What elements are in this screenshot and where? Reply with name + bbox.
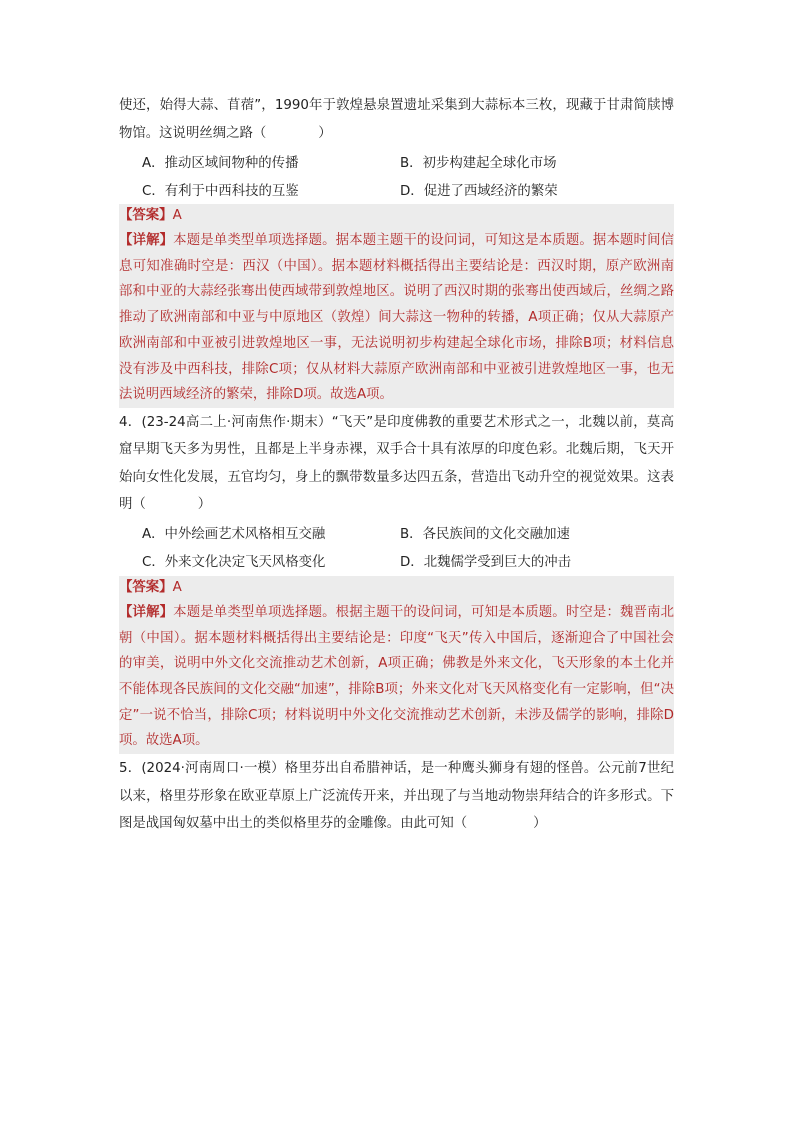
- q4-detail-tag: 【详解】: [119, 604, 174, 620]
- q3-stem-text: 使还，始得大蒜、苜蓿”，1990年于敦煌悬泉置遗址采集到大蒜标本三枚，现藏于甘肃简牍博物馆。这说明丝绸之路（: [119, 98, 674, 141]
- q4-option-c: C．外来文化决定飞天风格变化: [142, 555, 326, 571]
- q3-answer-block: [119, 204, 674, 408]
- q4-stem: [119, 409, 674, 519]
- q4-detail: [119, 600, 674, 754]
- page-content: [119, 92, 674, 838]
- q3-detail: [119, 228, 674, 408]
- q4-options: [119, 519, 674, 575]
- q5-stem-text: 5．(2024·河南周口·一模）格里芬出自希腊神话，是一种鹰头狮身有翅的怪兽。公元前7世纪以来，格里芬形象在欧亚草原上广泛流传开来，并出现了与当地动物崇拜结合的许多形式。下图是战国匈奴墓中出土的类似格里芬的金雕像。由此可知（: [119, 761, 674, 832]
- q4-option-d: D．北魏儒学受到巨大的冲击: [400, 555, 571, 571]
- q3-answer-tag: 【答案】: [119, 208, 173, 223]
- q4-stem-text: 4．(23-24高二上·河南焦作·期末）“飞天”是印度佛教的重要艺术形式之一，北魏以前，莫高窟早期飞天多为男性，且都是上半身赤裸，双手合十具有浓厚的印度色彩。北魏后期，飞天开始向女性化发展，五官均匀，身上的飘带数量多达四五条，营造出飞动升空的视觉效果。这表明（: [119, 414, 674, 513]
- q3-option-b: B．初步构建起全球化市场: [400, 155, 557, 171]
- q3-answer-value: A: [172, 208, 182, 223]
- q4-options-row-2: [119, 547, 674, 575]
- q4-options-row-1: [119, 519, 674, 547]
- q3-options-row-2: [119, 175, 674, 203]
- q3-stem-close: ）: [318, 125, 332, 141]
- q4-option-b: B．各民族间的文化交融加速: [400, 527, 570, 543]
- q3-detail-text: 本题是单类型单项选择题。据本题主题干的设问词，可知这是本质题。据本题时间信息可知准确时空是：西汉（中国）。据本题材料概括得出主要结论是：西汉时期，原产欧洲南部和中亚的大蒜经张骞出使西域带到敦煌地区。说明了西汉时期的张骞出使西域后，丝绸之路推动了欧洲南部和中亚与中原地区（敦煌）间大蒜这一物种的转播，A项正确；仅从大蒜原产欧洲南部和中亚被引进敦煌地区一事，无法说明初步构建起全球化市场，排除B项；材料信息没有涉及中西科技，排除C项；仅从材料大蒜原产欧洲南部和中亚被引进敦煌地区一事，也无法说明西域经济的繁荣，排除D项。故选A项。: [119, 233, 675, 403]
- q3-options-row-1: [119, 147, 674, 175]
- q3-option-c: C．有利于中西科技的互鉴: [142, 183, 299, 199]
- q3-option-a: A．推动区域间物种的传播: [142, 155, 299, 171]
- q4-answer-tag: 【答案】: [119, 579, 173, 595]
- q3-detail-tag: 【详解】: [119, 233, 174, 248]
- q3-answer: [119, 204, 674, 228]
- q4-answer-block: [119, 576, 674, 754]
- q4-option-a: A．中外绘画艺术风格相互交融: [142, 527, 326, 543]
- q3-options: [119, 147, 674, 203]
- q4-detail-text: 本题是单类型单项选择题。根据主题干的设问词，可知是本质题。时空是：魏晋南北朝（中国）。据本题材料概括得出主要结论是：印度“飞天”传入中国后，逐渐迎合了中国社会的审美，说明中外文化交流推动艺术创新，A项正确；佛教是外来文化，飞天形象的本土化并不能体现各民族间的文化交融“加速”，排除B项；外来文化对飞天风格变化有一定影响，但“决定”一说不恰当，排除C项；材料说明中外文化交流推动艺术创新，未涉及儒学的影响，排除D项。故选A项。: [119, 604, 675, 749]
- q3-option-d: D．促进了西域经济的繁荣: [400, 183, 558, 199]
- q3-stem: [119, 92, 674, 147]
- q5-stem-close: ）: [533, 816, 547, 832]
- q5-stem: [119, 755, 674, 838]
- q4-stem-close: ）: [197, 497, 212, 513]
- q4-answer: [119, 576, 674, 600]
- q4-answer-value: A: [172, 579, 182, 595]
